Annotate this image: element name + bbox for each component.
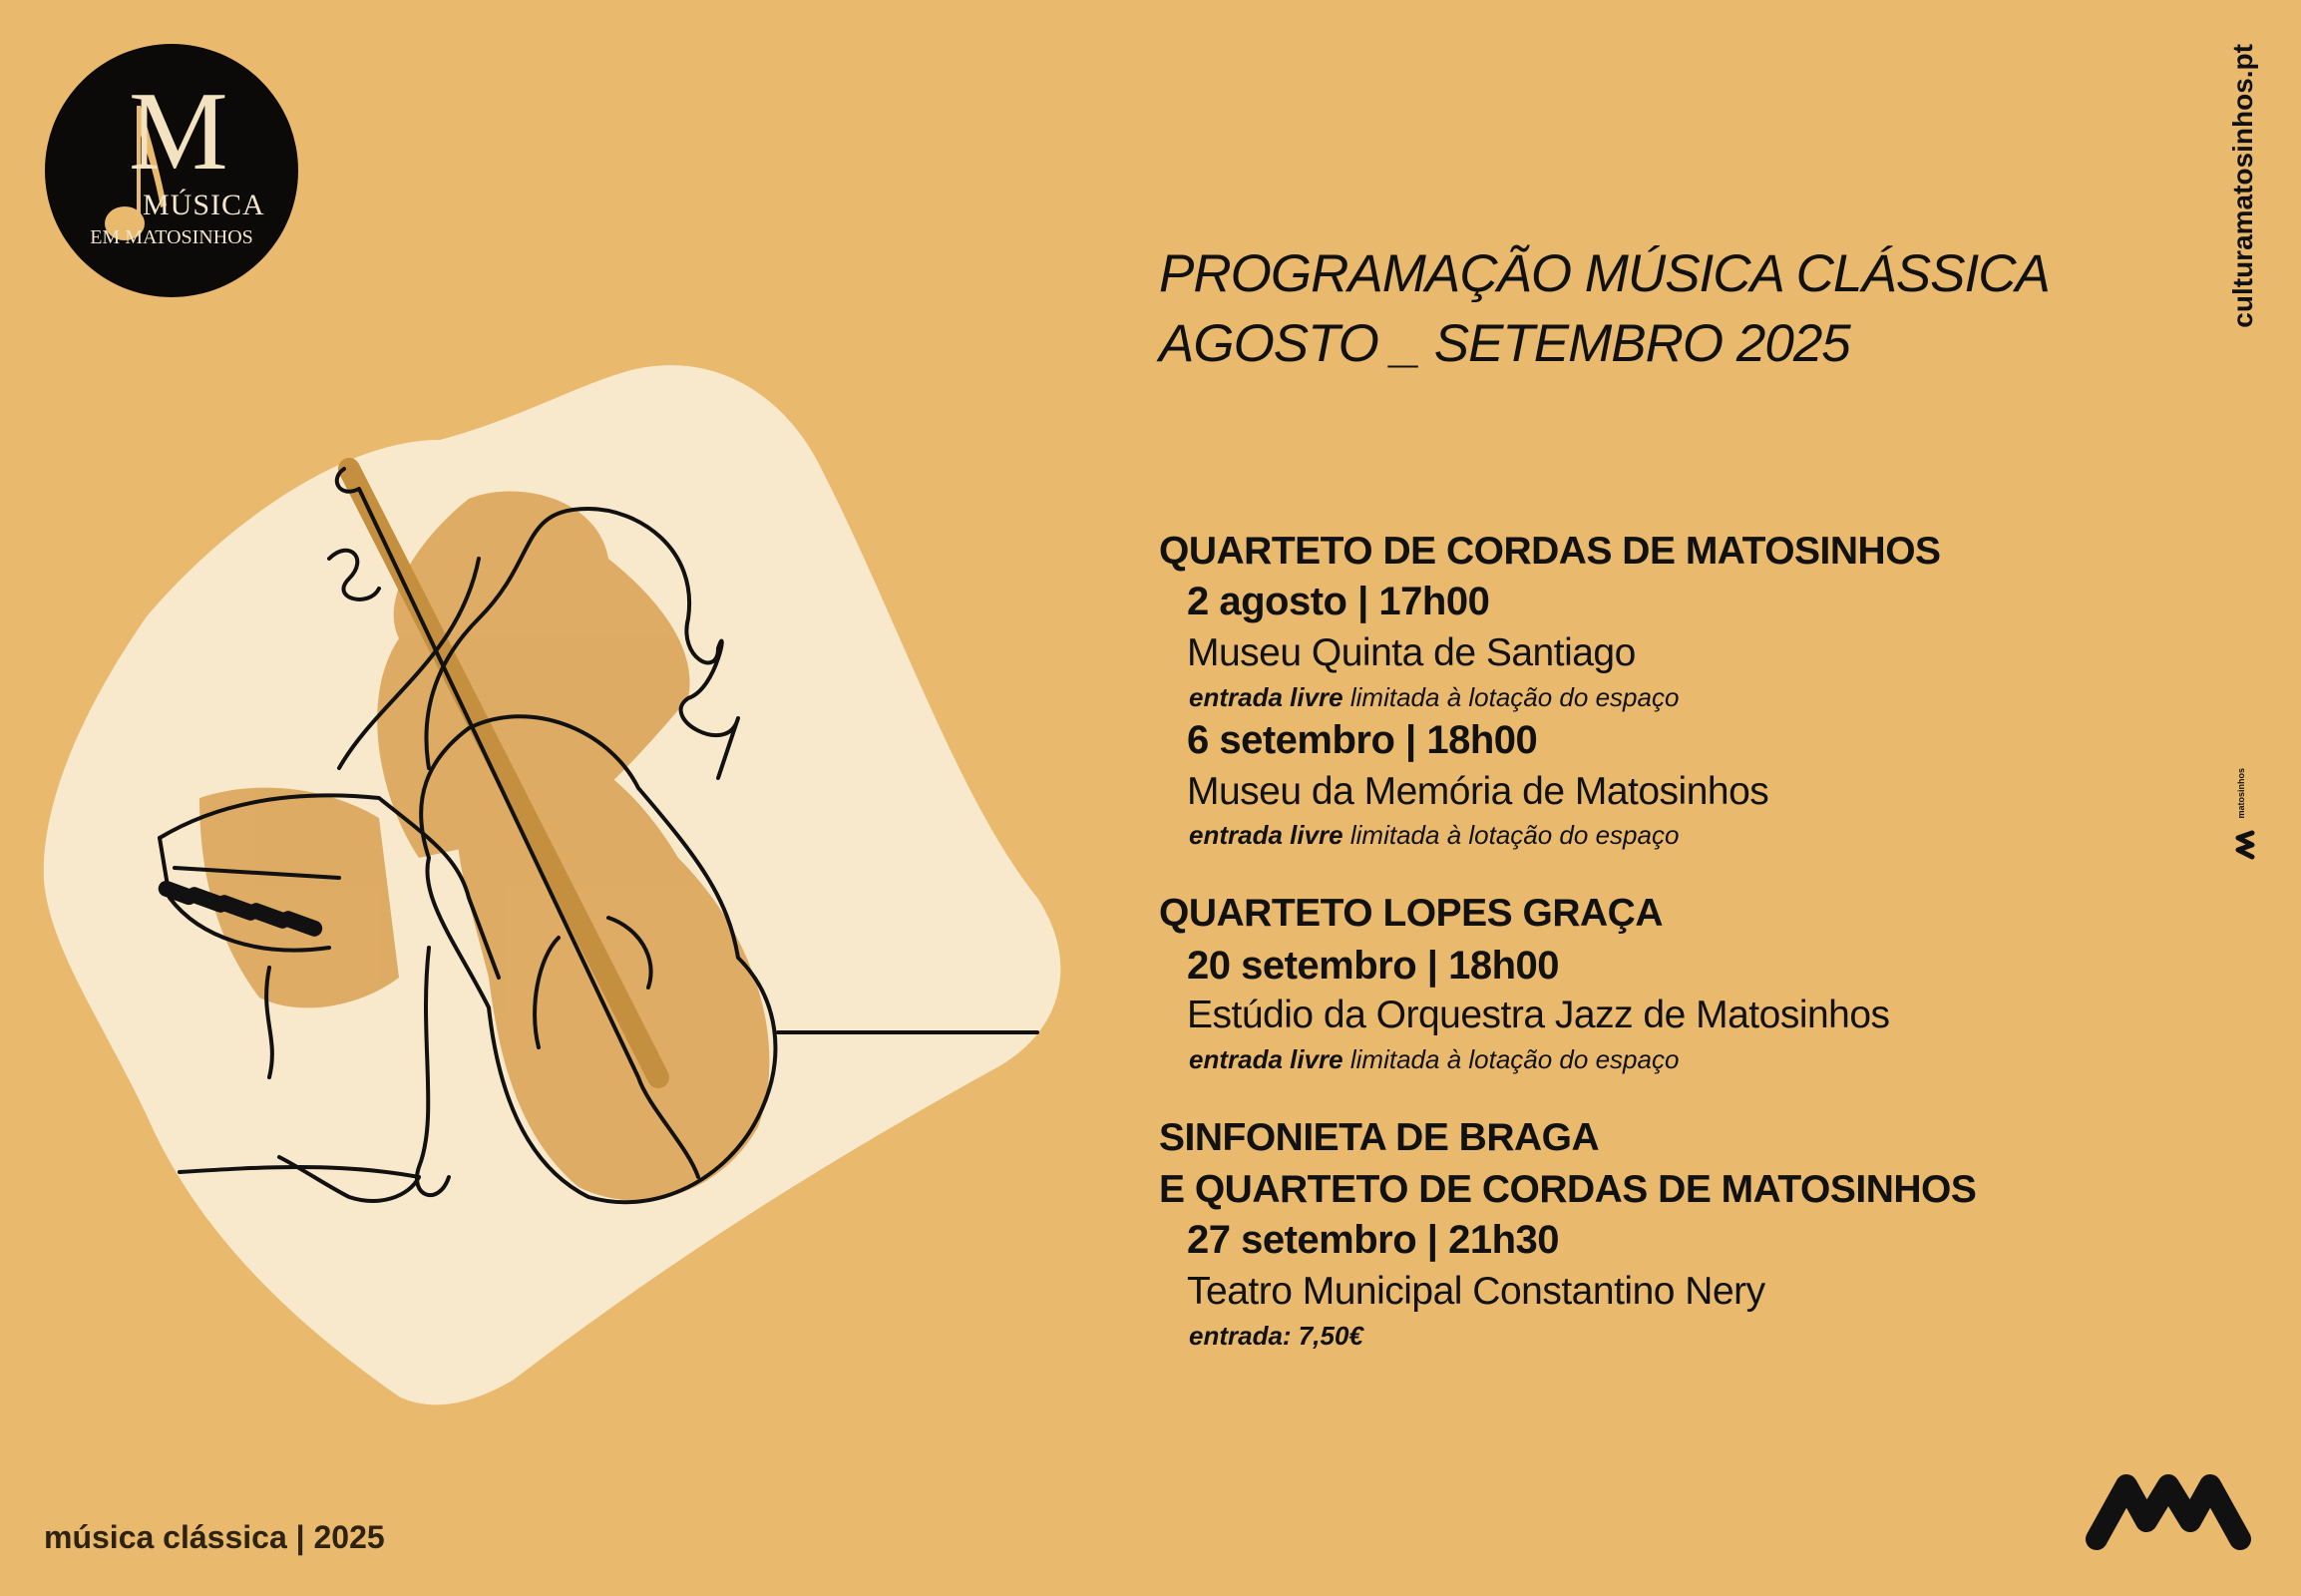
mm-icon: [2234, 830, 2256, 860]
logo-line2: EM MATOSINHOS: [90, 226, 253, 248]
event-venue: Museu Quinta de Santiago: [1187, 631, 1636, 674]
logo-letter: M: [129, 70, 228, 194]
logo-line1: MÚSICA: [143, 189, 265, 221]
event-venue: Estúdio da Orquestra Jazz de Matosinhos: [1187, 994, 1890, 1036]
entry-bold: entrada livre: [1189, 820, 1343, 850]
event-date: 20 setembro | 18h00: [1187, 944, 1559, 988]
event-heading: SINFONIETA DE BRAGA: [1159, 1116, 1600, 1159]
event-date: 27 setembro | 21h30: [1187, 1218, 1559, 1262]
entry-rest: limitada à lotação do espaço: [1349, 682, 1680, 712]
event-heading: QUARTETO DE CORDAS DE MATOSINHOS: [1159, 530, 1941, 573]
side-brand: matosinhos: [2236, 768, 2246, 819]
event-date: 6 setembro | 18h00: [1187, 718, 1538, 762]
event-heading: QUARTETO LOPES GRAÇA: [1159, 892, 1663, 935]
event-entry: [1189, 820, 1679, 850]
event-date: 2 agosto | 17h00: [1187, 580, 1490, 623]
program-title-line2: AGOSTO _ SETEMBRO 2025: [1159, 314, 1850, 373]
program-title-line1: PROGRAMAÇÃO MÚSICA CLÁSSICA: [1159, 244, 2050, 303]
footer-label: música clássica | 2025: [44, 1519, 385, 1555]
event-heading-line2: E QUARTETO DE CORDAS DE MATOSINHOS: [1159, 1168, 1977, 1211]
entry-bold: entrada livre: [1189, 682, 1343, 712]
matosinhos-small-logo: [2232, 768, 2262, 868]
event-venue: Teatro Municipal Constantino Nery: [1187, 1270, 1765, 1313]
entry-bold: entrada: 7,50€: [1189, 1321, 1363, 1351]
entry-bold: entrada livre: [1189, 1044, 1343, 1074]
event-venue: Museu da Memória de Matosinhos: [1187, 770, 1769, 813]
matosinhos-mm-logo: [2085, 1471, 2254, 1551]
instruments-illustration: [0, 0, 1097, 1446]
event-entry: [1189, 1321, 1363, 1351]
side-url[interactable]: culturamatosinhos.pt: [2227, 44, 2258, 328]
entry-rest: limitada à lotação do espaço: [1349, 820, 1680, 850]
entry-rest: limitada à lotação do espaço: [1349, 1044, 1680, 1074]
event-entry: [1189, 682, 1679, 712]
event-entry: [1189, 1044, 1679, 1074]
